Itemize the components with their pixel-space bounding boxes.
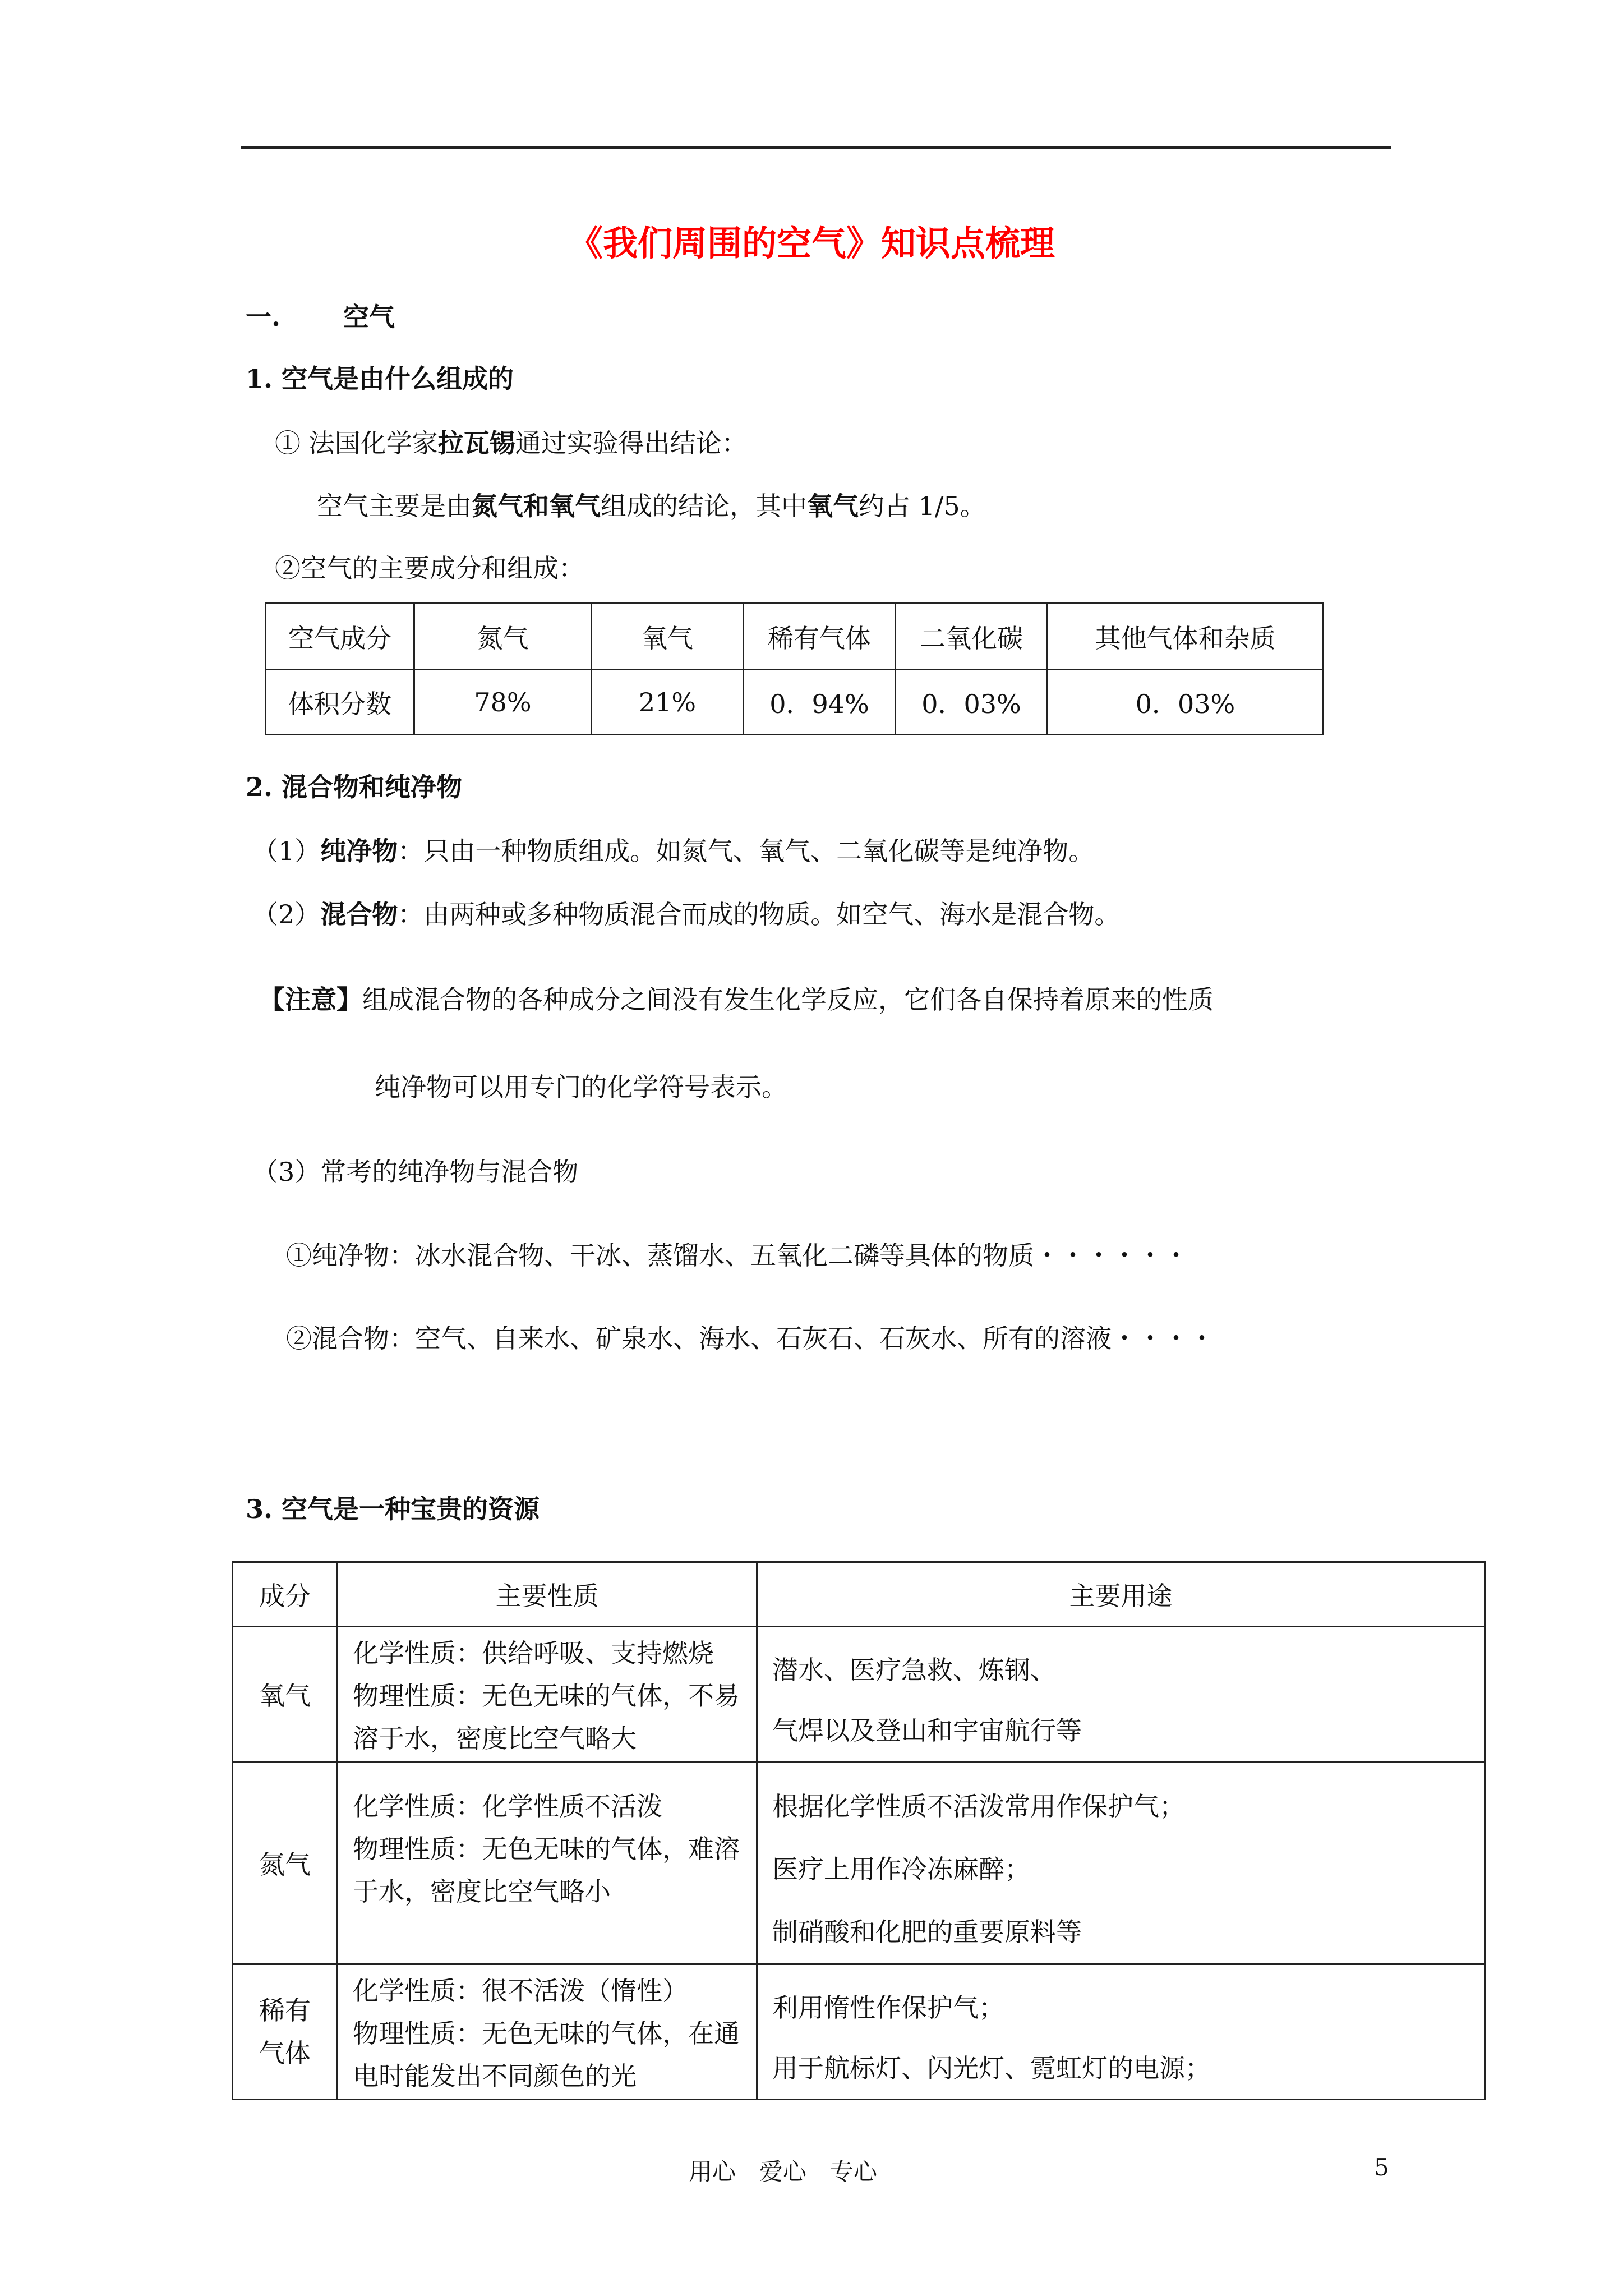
definition-mixture: ：由两种或多种物质混合而成的物质。如空气、海水是混合物。 bbox=[398, 899, 1121, 930]
table-cell: 氮气 bbox=[414, 604, 592, 670]
use-line: 用于航标灯、闪光灯、霓虹灯的电源； bbox=[772, 2053, 1211, 2083]
note-label: 【注意】 bbox=[259, 984, 362, 1015]
property-line: 物理性质：无色无味的气体，在通电时能发出不同颜色的光 bbox=[353, 2018, 740, 2091]
note-line bbox=[259, 983, 1214, 1016]
property-line: 化学性质：很不活泼（惰性） bbox=[353, 1976, 688, 2006]
mixture-line bbox=[252, 898, 1120, 931]
table-row bbox=[233, 1627, 1485, 1762]
table-cell bbox=[338, 1627, 757, 1762]
composition-value-row bbox=[266, 670, 1324, 735]
lavoisier-suffix: 通过实验得出结论： bbox=[515, 428, 748, 458]
term-mixture: 混合物 bbox=[320, 899, 398, 930]
table-cell: 稀有气体 bbox=[233, 1964, 338, 2100]
conclusion-post: 约占 1/5。 bbox=[859, 491, 986, 521]
heading-air-composition: 1. 空气是由什么组成的 bbox=[246, 364, 514, 394]
footer-motto: 用心 爱心 专心 bbox=[689, 2158, 878, 2185]
property-line: 化学性质：供给呼吸、支持燃烧 bbox=[353, 1638, 714, 1668]
note-text: 组成混合物的各种成分之间没有发生化学反应，它们各自保持着原来的性质 bbox=[362, 984, 1214, 1015]
property-line: 化学性质：化学性质不活泼 bbox=[353, 1791, 662, 1821]
heading-mixtures: 2. 混合物和纯净物 bbox=[246, 772, 463, 802]
table-cell bbox=[757, 1762, 1485, 1964]
section-title: 空气 bbox=[343, 302, 395, 332]
conclusion-oxygen: 氧气 bbox=[807, 491, 859, 521]
table-cell: 空气成分 bbox=[266, 604, 414, 670]
lavoisier-line bbox=[275, 426, 748, 460]
term-pure: 纯净物 bbox=[320, 836, 398, 866]
pure-examples: ①纯净物：冰水混合物、干冰、蒸馏水、五氧化二磷等具体的物质・・・・・・ bbox=[286, 1240, 1189, 1271]
conclusion-pre: 空气主要是由 bbox=[317, 491, 472, 521]
resources-header-row bbox=[233, 1562, 1485, 1627]
table-cell: 21% bbox=[592, 670, 744, 735]
table-cell bbox=[757, 1964, 1485, 2100]
item-number: （1） bbox=[252, 836, 321, 866]
table-cell: 体积分数 bbox=[266, 670, 414, 735]
table-cell: 氧气 bbox=[233, 1627, 338, 1762]
table-cell: 成分 bbox=[233, 1562, 338, 1627]
table-row bbox=[233, 1964, 1485, 2100]
use-line: 医疗上用作冷冻麻醉； bbox=[772, 1854, 1030, 1884]
item-number: （2） bbox=[252, 899, 321, 930]
table-cell: 稀有气体 bbox=[744, 604, 896, 670]
header-rule bbox=[241, 146, 1391, 149]
table-cell: 氮气 bbox=[233, 1762, 338, 1964]
table-cell: 主要性质 bbox=[338, 1562, 757, 1627]
table-cell: 主要用途 bbox=[757, 1562, 1485, 1627]
use-line: 制硝酸和化肥的重要原料等 bbox=[772, 1917, 1082, 1947]
use-line: 利用惰性作保护气； bbox=[772, 1993, 1004, 2023]
table-cell: 其他气体和杂质 bbox=[1048, 604, 1324, 670]
definition-pure: ：只由一种物质组成。如氮气、氧气、二氧化碳等是纯净物。 bbox=[398, 836, 1095, 866]
conclusion-mid: 组成的结论，其中 bbox=[601, 491, 807, 521]
lavoisier-name: 拉瓦锡 bbox=[437, 428, 515, 458]
table-row bbox=[233, 1762, 1485, 1964]
table-cell: 0．03% bbox=[896, 670, 1048, 735]
section-number: 一. bbox=[246, 302, 281, 332]
page-number: 5 bbox=[1374, 2154, 1389, 2181]
note-line-2: 纯净物可以用专门的化学符号表示。 bbox=[375, 1072, 787, 1102]
composition-intro: ②空气的主要成分和组成： bbox=[275, 553, 584, 583]
table-cell bbox=[338, 1762, 757, 1964]
use-line: 潜水、医疗急救、炼钢、 bbox=[772, 1655, 1056, 1685]
page-title: 《我们周围的空气》知识点梳理 bbox=[568, 223, 1055, 264]
table-cell: 二氧化碳 bbox=[896, 604, 1048, 670]
table-cell: 氧气 bbox=[592, 604, 744, 670]
conclusion-line bbox=[317, 489, 986, 523]
heading-resources: 3. 空气是一种宝贵的资源 bbox=[246, 1494, 540, 1524]
table-cell bbox=[338, 1964, 757, 2100]
composition-table bbox=[265, 602, 1324, 735]
use-line: 气焊以及登山和宇宙航行等 bbox=[772, 1715, 1082, 1746]
composition-header-row bbox=[266, 604, 1324, 670]
table-cell bbox=[757, 1627, 1485, 1762]
conclusion-gases: 氮气和氧气 bbox=[472, 491, 601, 521]
mixture-examples: ②混合物：空气、自来水、矿泉水、海水、石灰石、石灰水、所有的溶液・・・・ bbox=[286, 1323, 1215, 1354]
property-line: 物理性质：无色无味的气体，不易溶于水，密度比空气略大 bbox=[353, 1681, 740, 1754]
pure-substance-line bbox=[252, 834, 1094, 868]
table-cell: 0．03% bbox=[1048, 670, 1324, 735]
table-cell: 0．94% bbox=[744, 670, 896, 735]
resources-table bbox=[232, 1561, 1486, 2100]
property-line: 物理性质：无色无味的气体，难溶于水，密度比空气略小 bbox=[353, 1834, 740, 1907]
common-substances-heading: （3）常考的纯净物与混合物 bbox=[252, 1157, 579, 1187]
lavoisier-prefix: ① 法国化学家 bbox=[275, 428, 438, 458]
table-cell: 78% bbox=[414, 670, 592, 735]
use-line: 根据化学性质不活泼常用作保护气； bbox=[772, 1791, 1185, 1821]
